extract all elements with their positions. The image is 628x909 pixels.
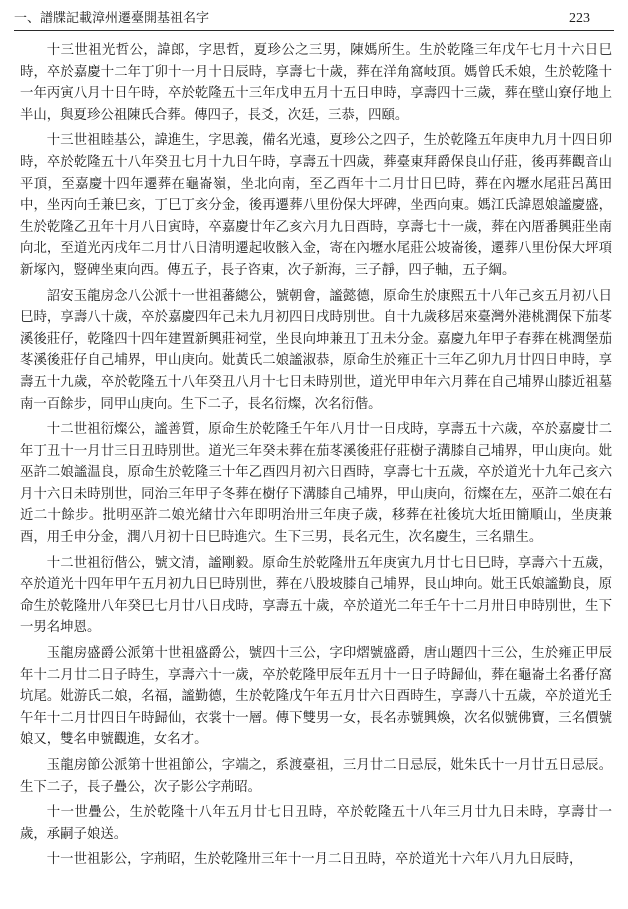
paragraph-guangzhe: 十三世祖光哲公，諱郎，字思哲，夏珍公之三男，陳媽所生。生於乾隆三年戊午七月十六日巳時，卒於嘉慶十二年丁卯十一月十日辰時，享壽七十歲，葬在洋角窩岐頂。媽曾氏禾娘，生於乾隆十一年丙寅八月十日午時，卒於乾隆五十三年戊申五月十五日申時，享壽四十三歲，葬在壁山寮仔地上半山，與夏珍公祖陳氏合葬。傳四子，長爻，次廷，三恭，四頤。 [20,43,612,123]
paragraph-yanxie: 十二世祖衍偕公，號文清，謐剛毅。原命生於乾隆卅五年庚寅九月廿七日巳時，享壽六十五歲，卒於道光十四年甲午五月初九日巳時別世，葬在八股坡膝自己埔界，艮山坤向。妣王氏娘謐勤良，原命生於乾隆卅八年癸巳七月廿八日戌時，享壽五十歲，卒於道光二年壬午十二月卅日申時別世，生下一男名坤恩。 [20,555,612,636]
page-number: 223 [569,11,590,26]
page-body [20,40,612,871]
paragraph-muji: 十三世祖睦基公，諱進生，字思義，備名光遠，夏珍公之四子，生於乾隆五年庚申九月十四日卯時，卒於乾隆五十八年癸丑七月十九日午時，享壽五十四歲，葬臺東拜爵保良山仔莊，後再葬觀音山平頂，至嘉慶十四年遷葬在龜崙嶺，坐北向南，至乙酉年十二月廿日巳時，葬在內壢水尾莊呂萬田中，坐丙向壬兼巳亥，丁巳丁亥分金，後再遷葬八里份保大坪碑，坐西向東。媽江氏諱恩娘謐慶盛，生於乾隆乙丑年十月八日寅時，卒嘉慶廿年乙亥六月九日酉時，享壽七十一歲，葬在內厝番興莊坐南向北，至道光丙戌年二月廿八日清明遷起收骸入金，寄在內壢水尾莊公坡崙後，遷葬八里份保大坪項新塚內，豎碑坐東向西。傳五子，長子咨東，次子新海，三子靜，四子軸，五子綱。 [20,133,612,278]
paragraph-fanzong: 詔安玉龍房念八公派十一世祖蕃總公，號朝會，謐懿德，原命生於康熙五十八年己亥五月初八日巳時，享壽八十歲，卒於嘉慶四年己未九月初四日戌時別世。自十九歲移居來臺灣外港桃潤保下茄苳溪後莊仔，乾隆四十四年建置新興莊祠堂，坐艮向坤兼丑丁丑未分金。嘉慶九年甲子春葬在桃潤堡茄苳溪後莊仔自己埔界，甲山庚向。妣黃氏二娘謐淑恭，原命生於雍正十三年乙卯九月廿四日申時，享壽五十九歲，卒於乾隆五十八年癸丑八月十七日未時別世，道光甲申年六月葬在自己埔界山膝近祖墓南一百餘步，同甲山庚向。生下二子，長名衍燦，次名衍偕。 [20,288,612,412]
page-header [14,8,614,31]
paragraph-die: 十一世疊公，生於乾隆十八年五月廿七日丑時，卒於乾隆五十八年三月廿九日未時，享壽廿一歲，承嗣子娘送。 [20,805,612,842]
paragraph-jie: 玉龍房節公派第十世祖節公，字端之，系渡臺祖，三月廿二日忌辰，妣朱氏十一月廿五日忌辰。生下二子，長子疊公，次子影公字荊昭。 [20,758,612,795]
running-title: 一、譜牒記載漳州遷臺開基祖名字 [14,11,210,26]
paragraph-yancan: 十二世祖衍燦公，謐善質，原命生於乾隆壬午年八月廿一日戌時，享壽五十六歲，卒於嘉慶廿二年丁丑十一月廿三日丑時別世。道光三年癸未葬在茄苳溪後莊仔莊樹子溝膝自己埔界，甲山庚向。妣巫許二娘謐温良，原命生於乾隆三十年乙酉四月初六日酉時，享壽七十五歲，卒於道光十九年己亥六月十六日未時別世，同治三年甲子冬葬在樹仔下溝膝自己埔界，甲山庚向，衍燦在左，巫許二娘在右近二十餘步。批明巫許二娘光緒廿六年即明治卅三年庚子歲，移葬在社後坑大坵田簡順山，坐庚兼酉，用壬申分金，潤八月初十日巳時進穴。生下三男，長名元生，次名慶生，三名鼎生。 [20,422,612,546]
paragraph-shengjue: 玉龍房盛爵公派第十世祖盛爵公，號四十三公，字印熠號盛爵，唐山題四十三公，生於雍正甲辰年十二月廿二日子時生，享壽六十一歲，卒於乾隆甲辰年五月十一日子時歸仙，葬在龜崙土名番仔窩坑尾。妣游氏二娘，名福，謐勤德，生於乾隆戊午年五月廿六日酉時生，享壽八十五歲，卒於道光壬午年十二月廿四日午時歸仙，衣裳十一層。傳下雙男一女，長名赤號興煥，次名似號佛寶，三名價號娘又，雙名申號觀進，女名才。 [20,646,612,748]
paragraph-ying: 十一世祖影公，字荊昭，生於乾隆卅三年十一月二日丑時，卒於道光十六年八月九日辰時， [46,852,583,868]
